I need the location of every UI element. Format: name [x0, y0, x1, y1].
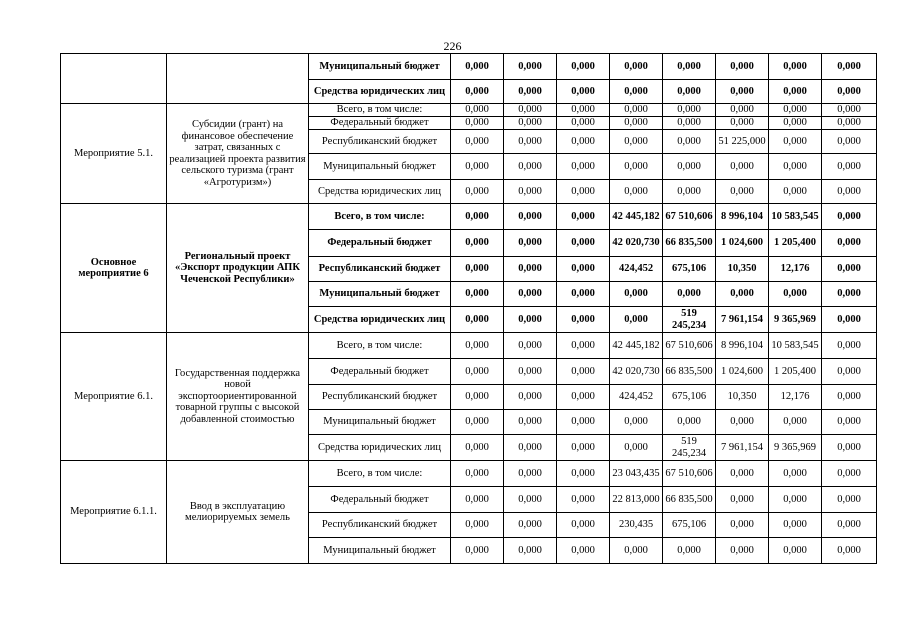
amount-cell: 0,000	[716, 154, 769, 180]
amount-cell: 0,000	[663, 130, 716, 154]
amount-cell: 0,000	[557, 54, 610, 80]
amount-cell: 0,000	[822, 282, 877, 307]
amount-cell: 0,000	[663, 410, 716, 435]
amount-cell: 0,000	[663, 180, 716, 204]
amount-cell: 0,000	[557, 513, 610, 538]
amount-cell: 0,000	[769, 104, 822, 117]
funding-source: Муниципальный бюджет	[309, 282, 451, 307]
amount-cell: 1 205,400	[769, 359, 822, 385]
amount-cell: 22 813,000	[610, 487, 663, 513]
amount-cell: 0,000	[504, 154, 557, 180]
amount-cell: 0,000	[451, 410, 504, 435]
amount-cell: 0,000	[451, 513, 504, 538]
amount-cell: 10 583,545	[769, 333, 822, 359]
amount-cell: 0,000	[451, 461, 504, 487]
amount-cell: 66 835,500	[663, 359, 716, 385]
amount-cell: 0,000	[504, 410, 557, 435]
amount-cell: 0,000	[557, 257, 610, 282]
amount-cell: 9 365,969	[769, 307, 822, 333]
amount-cell: 0,000	[504, 104, 557, 117]
amount-cell: 0,000	[451, 487, 504, 513]
amount-cell: 0,000	[716, 538, 769, 564]
funding-source: Муниципальный бюджет	[309, 538, 451, 564]
amount-cell: 0,000	[451, 54, 504, 80]
amount-cell: 0,000	[504, 130, 557, 154]
amount-cell: 0,000	[451, 230, 504, 257]
amount-cell: 1 024,600	[716, 359, 769, 385]
amount-cell: 0,000	[822, 180, 877, 204]
amount-cell: 0,000	[557, 204, 610, 230]
amount-cell: 0,000	[716, 104, 769, 117]
funding-source: Республиканский бюджет	[309, 130, 451, 154]
amount-cell: 0,000	[451, 204, 504, 230]
amount-cell: 675,106	[663, 513, 716, 538]
amount-cell: 0,000	[557, 104, 610, 117]
funding-source: Муниципальный бюджет	[309, 54, 451, 80]
amount-cell: 0,000	[716, 513, 769, 538]
amount-cell: 0,000	[557, 80, 610, 104]
budget-table	[60, 53, 877, 564]
amount-cell: 0,000	[822, 435, 877, 461]
amount-cell: 0,000	[716, 54, 769, 80]
table-row	[61, 54, 877, 80]
event-description: Ввод в эксплуатацию мелиорируемых земель	[167, 461, 309, 564]
amount-cell: 10,350	[716, 257, 769, 282]
amount-cell: 0,000	[504, 333, 557, 359]
event-description: Государственная поддержка новой экспортоориентированной товарной группы с высокой добавленной стоимостью	[167, 333, 309, 461]
amount-cell: 42 020,730	[610, 359, 663, 385]
amount-cell: 0,000	[769, 80, 822, 104]
amount-cell: 1 024,600	[716, 230, 769, 257]
amount-cell: 0,000	[504, 307, 557, 333]
amount-cell: 0,000	[451, 435, 504, 461]
amount-cell: 0,000	[610, 307, 663, 333]
amount-cell: 0,000	[610, 154, 663, 180]
amount-cell: 675,106	[663, 257, 716, 282]
amount-cell: 0,000	[822, 154, 877, 180]
amount-cell: 0,000	[822, 359, 877, 385]
amount-cell: 0,000	[769, 538, 822, 564]
amount-cell: 0,000	[822, 257, 877, 282]
amount-cell: 0,000	[610, 54, 663, 80]
amount-cell: 42 445,182	[610, 204, 663, 230]
funding-source: Средства юридических лиц	[309, 307, 451, 333]
amount-cell: 0,000	[822, 104, 877, 117]
amount-cell: 0,000	[822, 538, 877, 564]
funding-source: Федеральный бюджет	[309, 487, 451, 513]
amount-cell: 0,000	[557, 282, 610, 307]
amount-cell: 0,000	[663, 154, 716, 180]
amount-cell: 0,000	[822, 130, 877, 154]
funding-source: Средства юридических лиц	[309, 80, 451, 104]
amount-cell: 66 835,500	[663, 230, 716, 257]
amount-cell: 0,000	[557, 538, 610, 564]
amount-cell: 424,452	[610, 257, 663, 282]
amount-cell: 0,000	[504, 513, 557, 538]
amount-cell: 0,000	[822, 487, 877, 513]
amount-cell: 0,000	[557, 487, 610, 513]
amount-cell: 0,000	[504, 359, 557, 385]
amount-cell: 0,000	[451, 180, 504, 204]
amount-cell: 67 510,606	[663, 204, 716, 230]
funding-source: Федеральный бюджет	[309, 117, 451, 130]
amount-cell: 0,000	[451, 104, 504, 117]
funding-source: Федеральный бюджет	[309, 230, 451, 257]
amount-cell: 0,000	[504, 538, 557, 564]
amount-cell: 1 205,400	[769, 230, 822, 257]
amount-cell: 0,000	[769, 282, 822, 307]
amount-cell: 0,000	[557, 307, 610, 333]
amount-cell: 519 245,234	[663, 435, 716, 461]
amount-cell: 0,000	[716, 80, 769, 104]
amount-cell: 0,000	[822, 461, 877, 487]
amount-cell: 0,000	[716, 461, 769, 487]
amount-cell: 0,000	[557, 130, 610, 154]
amount-cell: 0,000	[716, 180, 769, 204]
amount-cell: 0,000	[504, 487, 557, 513]
amount-cell: 0,000	[504, 204, 557, 230]
funding-source: Муниципальный бюджет	[309, 410, 451, 435]
amount-cell: 0,000	[451, 257, 504, 282]
amount-cell: 0,000	[769, 154, 822, 180]
event-name	[61, 54, 167, 104]
amount-cell: 0,000	[769, 513, 822, 538]
event-name: Основное мероприятие 6	[61, 204, 167, 333]
amount-cell: 0,000	[610, 180, 663, 204]
funding-source: Всего, в том числе:	[309, 461, 451, 487]
amount-cell: 0,000	[557, 461, 610, 487]
amount-cell: 0,000	[504, 385, 557, 410]
amount-cell: 0,000	[663, 54, 716, 80]
amount-cell: 0,000	[504, 230, 557, 257]
amount-cell: 42 020,730	[610, 230, 663, 257]
amount-cell: 0,000	[610, 117, 663, 130]
amount-cell: 0,000	[610, 410, 663, 435]
amount-cell: 0,000	[663, 104, 716, 117]
amount-cell: 0,000	[716, 410, 769, 435]
amount-cell: 8 996,104	[716, 333, 769, 359]
amount-cell: 0,000	[610, 104, 663, 117]
budget-table-body	[61, 54, 877, 564]
amount-cell: 0,000	[610, 282, 663, 307]
amount-cell: 0,000	[557, 154, 610, 180]
amount-cell: 0,000	[504, 80, 557, 104]
event-description: Субсидии (грант) на финансовое обеспечение затрат, связанных с реализацией проекта развития сельского туризма (грант «Агротуризм»)	[167, 104, 309, 204]
event-name: Мероприятие 6.1.	[61, 333, 167, 461]
amount-cell: 0,000	[504, 282, 557, 307]
amount-cell: 0,000	[451, 538, 504, 564]
amount-cell: 0,000	[557, 230, 610, 257]
amount-cell: 0,000	[504, 257, 557, 282]
amount-cell: 0,000	[769, 410, 822, 435]
funding-source: Всего, в том числе:	[309, 333, 451, 359]
amount-cell: 0,000	[822, 513, 877, 538]
amount-cell: 7 961,154	[716, 307, 769, 333]
amount-cell: 0,000	[451, 130, 504, 154]
amount-cell: 0,000	[451, 117, 504, 130]
amount-cell: 23 043,435	[610, 461, 663, 487]
amount-cell: 0,000	[716, 487, 769, 513]
amount-cell: 0,000	[769, 487, 822, 513]
funding-source: Федеральный бюджет	[309, 359, 451, 385]
amount-cell: 230,435	[610, 513, 663, 538]
amount-cell: 0,000	[504, 117, 557, 130]
amount-cell: 12,176	[769, 385, 822, 410]
amount-cell: 0,000	[716, 117, 769, 130]
amount-cell: 0,000	[663, 538, 716, 564]
table-row	[61, 104, 877, 117]
amount-cell: 0,000	[822, 204, 877, 230]
funding-source: Средства юридических лиц	[309, 180, 451, 204]
amount-cell: 66 835,500	[663, 487, 716, 513]
amount-cell: 0,000	[769, 54, 822, 80]
amount-cell: 0,000	[769, 117, 822, 130]
amount-cell: 42 445,182	[610, 333, 663, 359]
amount-cell: 10 583,545	[769, 204, 822, 230]
amount-cell: 0,000	[822, 54, 877, 80]
amount-cell: 0,000	[451, 385, 504, 410]
event-name: Мероприятие 5.1.	[61, 104, 167, 204]
event-name: Мероприятие 6.1.1.	[61, 461, 167, 564]
amount-cell: 0,000	[504, 435, 557, 461]
amount-cell: 519 245,234	[663, 307, 716, 333]
event-description	[167, 54, 309, 104]
amount-cell: 0,000	[504, 461, 557, 487]
amount-cell: 67 510,606	[663, 461, 716, 487]
amount-cell: 0,000	[504, 54, 557, 80]
funding-source: Муниципальный бюджет	[309, 154, 451, 180]
amount-cell: 51 225,000	[716, 130, 769, 154]
amount-cell: 8 996,104	[716, 204, 769, 230]
amount-cell: 9 365,969	[769, 435, 822, 461]
amount-cell: 0,000	[557, 359, 610, 385]
amount-cell: 0,000	[822, 333, 877, 359]
funding-source: Республиканский бюджет	[309, 513, 451, 538]
amount-cell: 0,000	[769, 180, 822, 204]
amount-cell: 7 961,154	[716, 435, 769, 461]
table-row	[61, 333, 877, 359]
funding-source: Республиканский бюджет	[309, 385, 451, 410]
amount-cell: 0,000	[663, 282, 716, 307]
amount-cell: 675,106	[663, 385, 716, 410]
amount-cell: 0,000	[557, 435, 610, 461]
amount-cell: 0,000	[769, 461, 822, 487]
event-description: Региональный проект «Экспорт продукции АПК Чеченской Республики»	[167, 204, 309, 333]
amount-cell: 0,000	[610, 435, 663, 461]
amount-cell: 0,000	[822, 385, 877, 410]
amount-cell: 0,000	[451, 80, 504, 104]
amount-cell: 0,000	[451, 282, 504, 307]
amount-cell: 0,000	[663, 80, 716, 104]
amount-cell: 0,000	[557, 333, 610, 359]
funding-source: Всего, в том числе:	[309, 104, 451, 117]
amount-cell: 67 510,606	[663, 333, 716, 359]
amount-cell: 0,000	[663, 117, 716, 130]
amount-cell: 0,000	[557, 410, 610, 435]
amount-cell: 424,452	[610, 385, 663, 410]
amount-cell: 0,000	[822, 117, 877, 130]
table-row	[61, 461, 877, 487]
amount-cell: 0,000	[610, 130, 663, 154]
amount-cell: 0,000	[451, 307, 504, 333]
funding-source: Средства юридических лиц	[309, 435, 451, 461]
amount-cell: 0,000	[557, 117, 610, 130]
page-number: 226	[443, 39, 462, 53]
amount-cell: 0,000	[451, 333, 504, 359]
amount-cell: 0,000	[769, 130, 822, 154]
amount-cell: 0,000	[716, 282, 769, 307]
amount-cell: 0,000	[822, 307, 877, 333]
amount-cell: 0,000	[557, 180, 610, 204]
amount-cell: 0,000	[610, 80, 663, 104]
amount-cell: 12,176	[769, 257, 822, 282]
amount-cell: 0,000	[822, 410, 877, 435]
table-row	[61, 204, 877, 230]
amount-cell: 0,000	[504, 180, 557, 204]
amount-cell: 0,000	[451, 154, 504, 180]
funding-source: Республиканский бюджет	[309, 257, 451, 282]
amount-cell: 10,350	[716, 385, 769, 410]
amount-cell: 0,000	[610, 538, 663, 564]
amount-cell: 0,000	[451, 359, 504, 385]
amount-cell: 0,000	[822, 230, 877, 257]
amount-cell: 0,000	[822, 80, 877, 104]
amount-cell: 0,000	[557, 385, 610, 410]
funding-source: Всего, в том числе:	[309, 204, 451, 230]
